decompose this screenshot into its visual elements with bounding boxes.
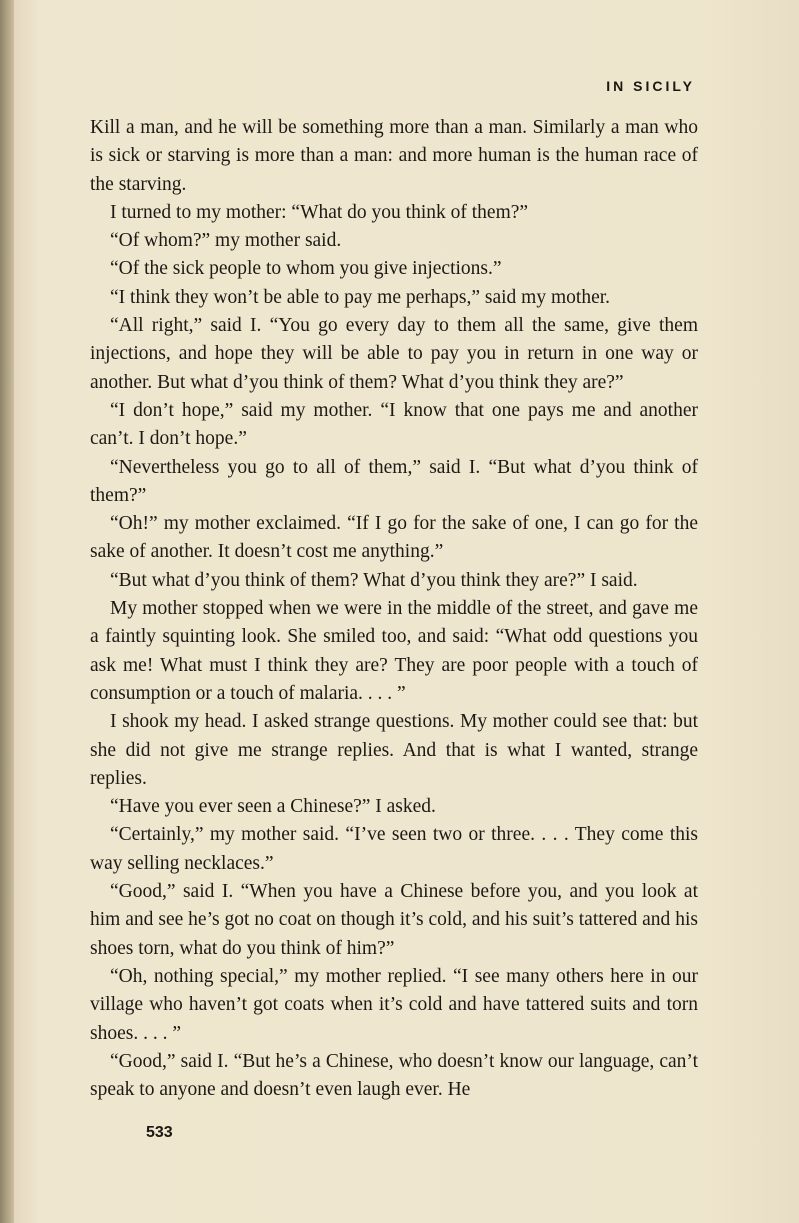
paragraph: “Certainly,” my mother said. “I’ve seen two or three. . . . They come this way selling necklaces.” bbox=[90, 824, 698, 874]
paragraph: “Good,” said I. “But he’s a Chinese, who doesn’t know our language, can’t speak to anyone and doesn’t even laugh ever. He bbox=[90, 1050, 698, 1101]
page-gutter bbox=[0, 0, 14, 1223]
paragraph: Kill a man, and he will be something more than a man. Similarly a man who is sick or starving is more than a man: and more human is the human race of the starving. bbox=[90, 117, 698, 195]
paragraph: I shook my head. I asked strange questions. My mother could see that: but she did not give me strange replies. And that is what I wanted, strange replies. bbox=[90, 711, 698, 789]
paragraph: “I think they won’t be able to pay me perhaps,” said my mother. bbox=[110, 286, 611, 308]
paragraph: “Good,” said I. “When you have a Chinese before you, and you look at him and see he’s got no coat on though it’s cold, and his suit’s tattered and his shoes torn, what do you think of him?” bbox=[90, 881, 698, 959]
paragraph: My mother stopped when we were in the middle of the street, and gave me a faintly squinting look. She smiled too, and said: “What odd questions you ask me! What must I think they are? They are poor people with a touch of consumption or a touch of malaria. . . . ” bbox=[90, 598, 698, 704]
body-text bbox=[90, 114, 698, 1104]
paragraph: “All right,” said I. “You go every day to them all the same, give them injections, and hope they will be able to pay you in return in one way or another. But what d’you think of them? What d’you think they are?” bbox=[90, 315, 698, 393]
paragraph: “I don’t hope,” said my mother. “I know that one pays me and another can’t. I don’t hope.” bbox=[90, 399, 698, 450]
paragraph: “But what d’you think of them? What d’you think they are?” I said. bbox=[110, 569, 638, 591]
paragraph: “Of whom?” my mother said. bbox=[110, 230, 342, 252]
paragraph: “Of the sick people to whom you give injections.” bbox=[110, 258, 502, 280]
page-number: 533 bbox=[146, 1124, 173, 1141]
paragraph: “Oh!” my mother exclaimed. “If I go for the sake of one, I can go for the sake of another. It doesn’t cost me anything.” bbox=[90, 513, 698, 563]
paragraph: “Oh, nothing special,” my mother replied. “I see many others here in our village who haven’t got coats when it’s cold and have tattered suits and torn shoes. . . . ” bbox=[90, 965, 698, 1044]
running-head: IN SICILY bbox=[606, 78, 695, 94]
paragraph: “Have you ever seen a Chinese?” I asked. bbox=[110, 796, 436, 818]
paragraph: I turned to my mother: “What do you think of them?” bbox=[110, 201, 529, 223]
paragraph: “Nevertheless you go to all of them,” said I. “But what d’you think of them?” bbox=[90, 456, 698, 506]
